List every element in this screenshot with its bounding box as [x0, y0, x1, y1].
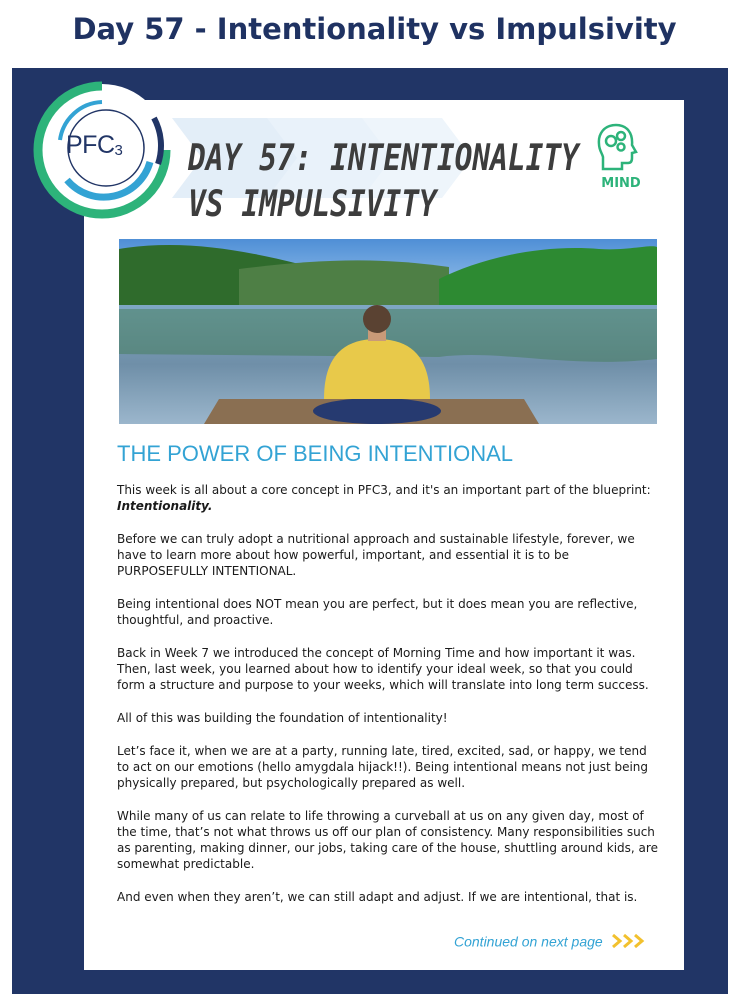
- triple-chevron-right-icon: [611, 933, 647, 949]
- category-label: MIND: [601, 176, 641, 191]
- paragraph-1: This week is all about a core concept in PFC3, and it's an important part of the blueprint: Intentionality.: [117, 483, 651, 513]
- section-heading: THE POWER OF BEING INTENTIONAL: [117, 441, 514, 466]
- paragraph-7: While many of us can relate to life throwing a curveball at us on any given day, most of the time, that’s not what throws us off our plan of consistency. Many responsibilities such as parenting, making dinner, our jobs, taking care of the house, shuttling around kids, are somewhat predictable.: [117, 809, 658, 871]
- head-gears-icon: [596, 121, 644, 173]
- paragraph-2: Before we can truly adopt a nutritional approach and sustainable lifestyle, forever, we have to learn more about how powerful, important, and essential it is to be PURPOSEFULLY INTENTIONAL.: [117, 532, 635, 578]
- paragraph-8: And even when they aren’t, we can still adapt and adjust. If we are intentional, that is.: [117, 890, 638, 904]
- day-title-line1: DAY 57: INTENTIONALITY: [188, 138, 579, 179]
- article-body: [117, 482, 662, 920]
- day-title: [188, 136, 579, 228]
- paragraph-3: Being intentional does NOT mean you are perfect, but it does mean you are reflective, thoughtful, and proactive.: [117, 597, 638, 627]
- paragraph-4: Back in Week 7 we introduced the concept of Morning Time and how important it was. Then, last week, you learned about how to identify your ideal week, so that you could form a structure and purpose to your weeks, which will translate into long term success.: [117, 646, 649, 692]
- lake-photo: [119, 239, 657, 424]
- page-heading: Day 57 - Intentionality vs Impulsivity: [72, 12, 677, 46]
- paragraph-6: Let’s face it, when we are at a party, running late, tired, excited, sad, or happy, we tend to act on our emotions (hello amygdala hijack!!). Being intentional means not just being physically prepared, but psychologically prepared as well.: [117, 744, 649, 790]
- logo-wordmark: $PFC_3$: [66, 131, 123, 159]
- day-title-line2: VS IMPULSIVITY: [188, 184, 437, 225]
- continued-link[interactable]: [454, 932, 666, 954]
- continued-label: Continued on next page: [454, 933, 603, 950]
- paragraph-5: All of this was building the foundation of intentionality!: [117, 711, 448, 725]
